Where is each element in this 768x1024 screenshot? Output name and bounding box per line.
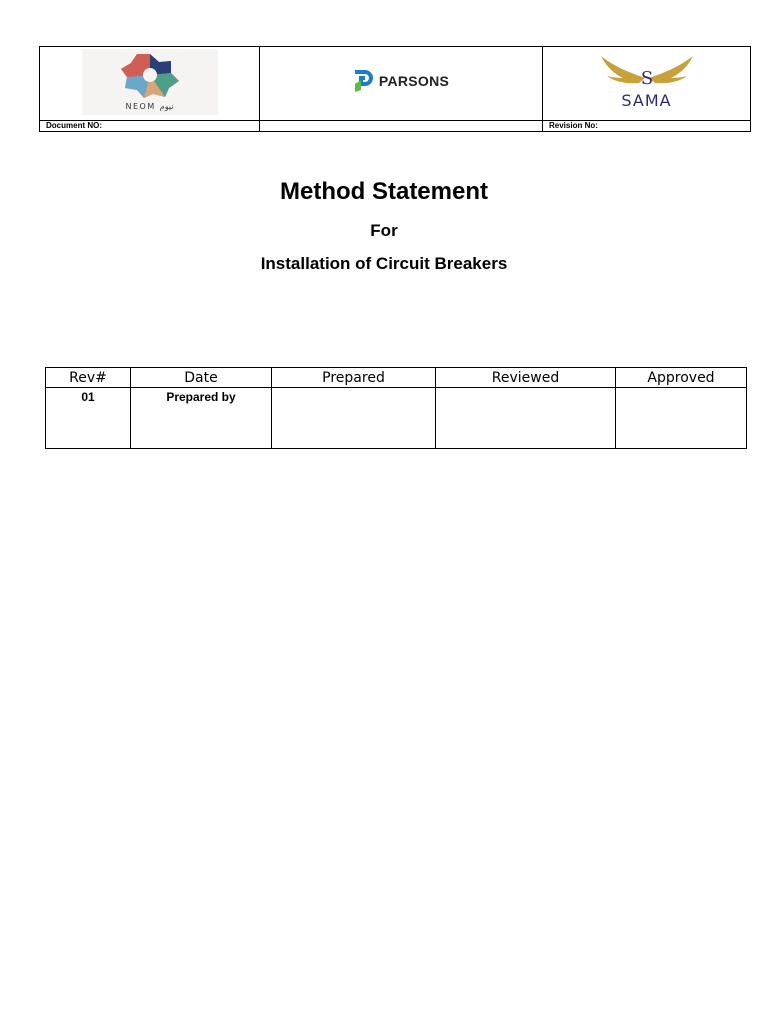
- document-title: Method Statement: [279, 178, 488, 205]
- parsons-logo-cell: [260, 47, 543, 121]
- sama-wings-icon: [597, 52, 697, 92]
- cell-approved: [616, 388, 747, 449]
- neom-logo-text: NEOM نيوم: [125, 102, 174, 111]
- cell-rev: 01: [46, 388, 131, 449]
- parsons-p-icon: [353, 70, 373, 92]
- sama-monogram: S: [640, 68, 653, 89]
- document-for-label: For: [370, 221, 398, 240]
- parsons-logo-text: PARSONS: [378, 73, 450, 89]
- sama-logo: [597, 50, 697, 112]
- header-reviewed: Reviewed: [436, 368, 616, 388]
- header-rev: Rev#: [46, 368, 131, 388]
- sama-logo-cell: [543, 47, 751, 121]
- revision-table: [45, 367, 747, 449]
- sama-logo-text: SAMA: [621, 91, 672, 110]
- cell-prepared: [272, 388, 436, 449]
- document-no-value: [260, 121, 543, 132]
- document-subject: Installation of Circuit Breakers: [260, 254, 508, 273]
- neom-logo: [82, 49, 218, 115]
- revision-no-label: Revision No:: [543, 121, 751, 132]
- neom-logo-cell: [40, 47, 260, 121]
- parsons-logo: [353, 70, 449, 92]
- cell-reviewed: [436, 388, 616, 449]
- cell-date: Prepared by: [131, 388, 272, 449]
- table-row: [46, 388, 747, 449]
- neom-star-icon: [119, 52, 181, 98]
- document-no-label: Document NO:: [40, 121, 260, 132]
- revision-table-header-row: [46, 368, 747, 388]
- header-date: Date: [131, 368, 272, 388]
- header-prepared: Prepared: [272, 368, 436, 388]
- header-approved: Approved: [616, 368, 747, 388]
- header-table: [39, 46, 751, 132]
